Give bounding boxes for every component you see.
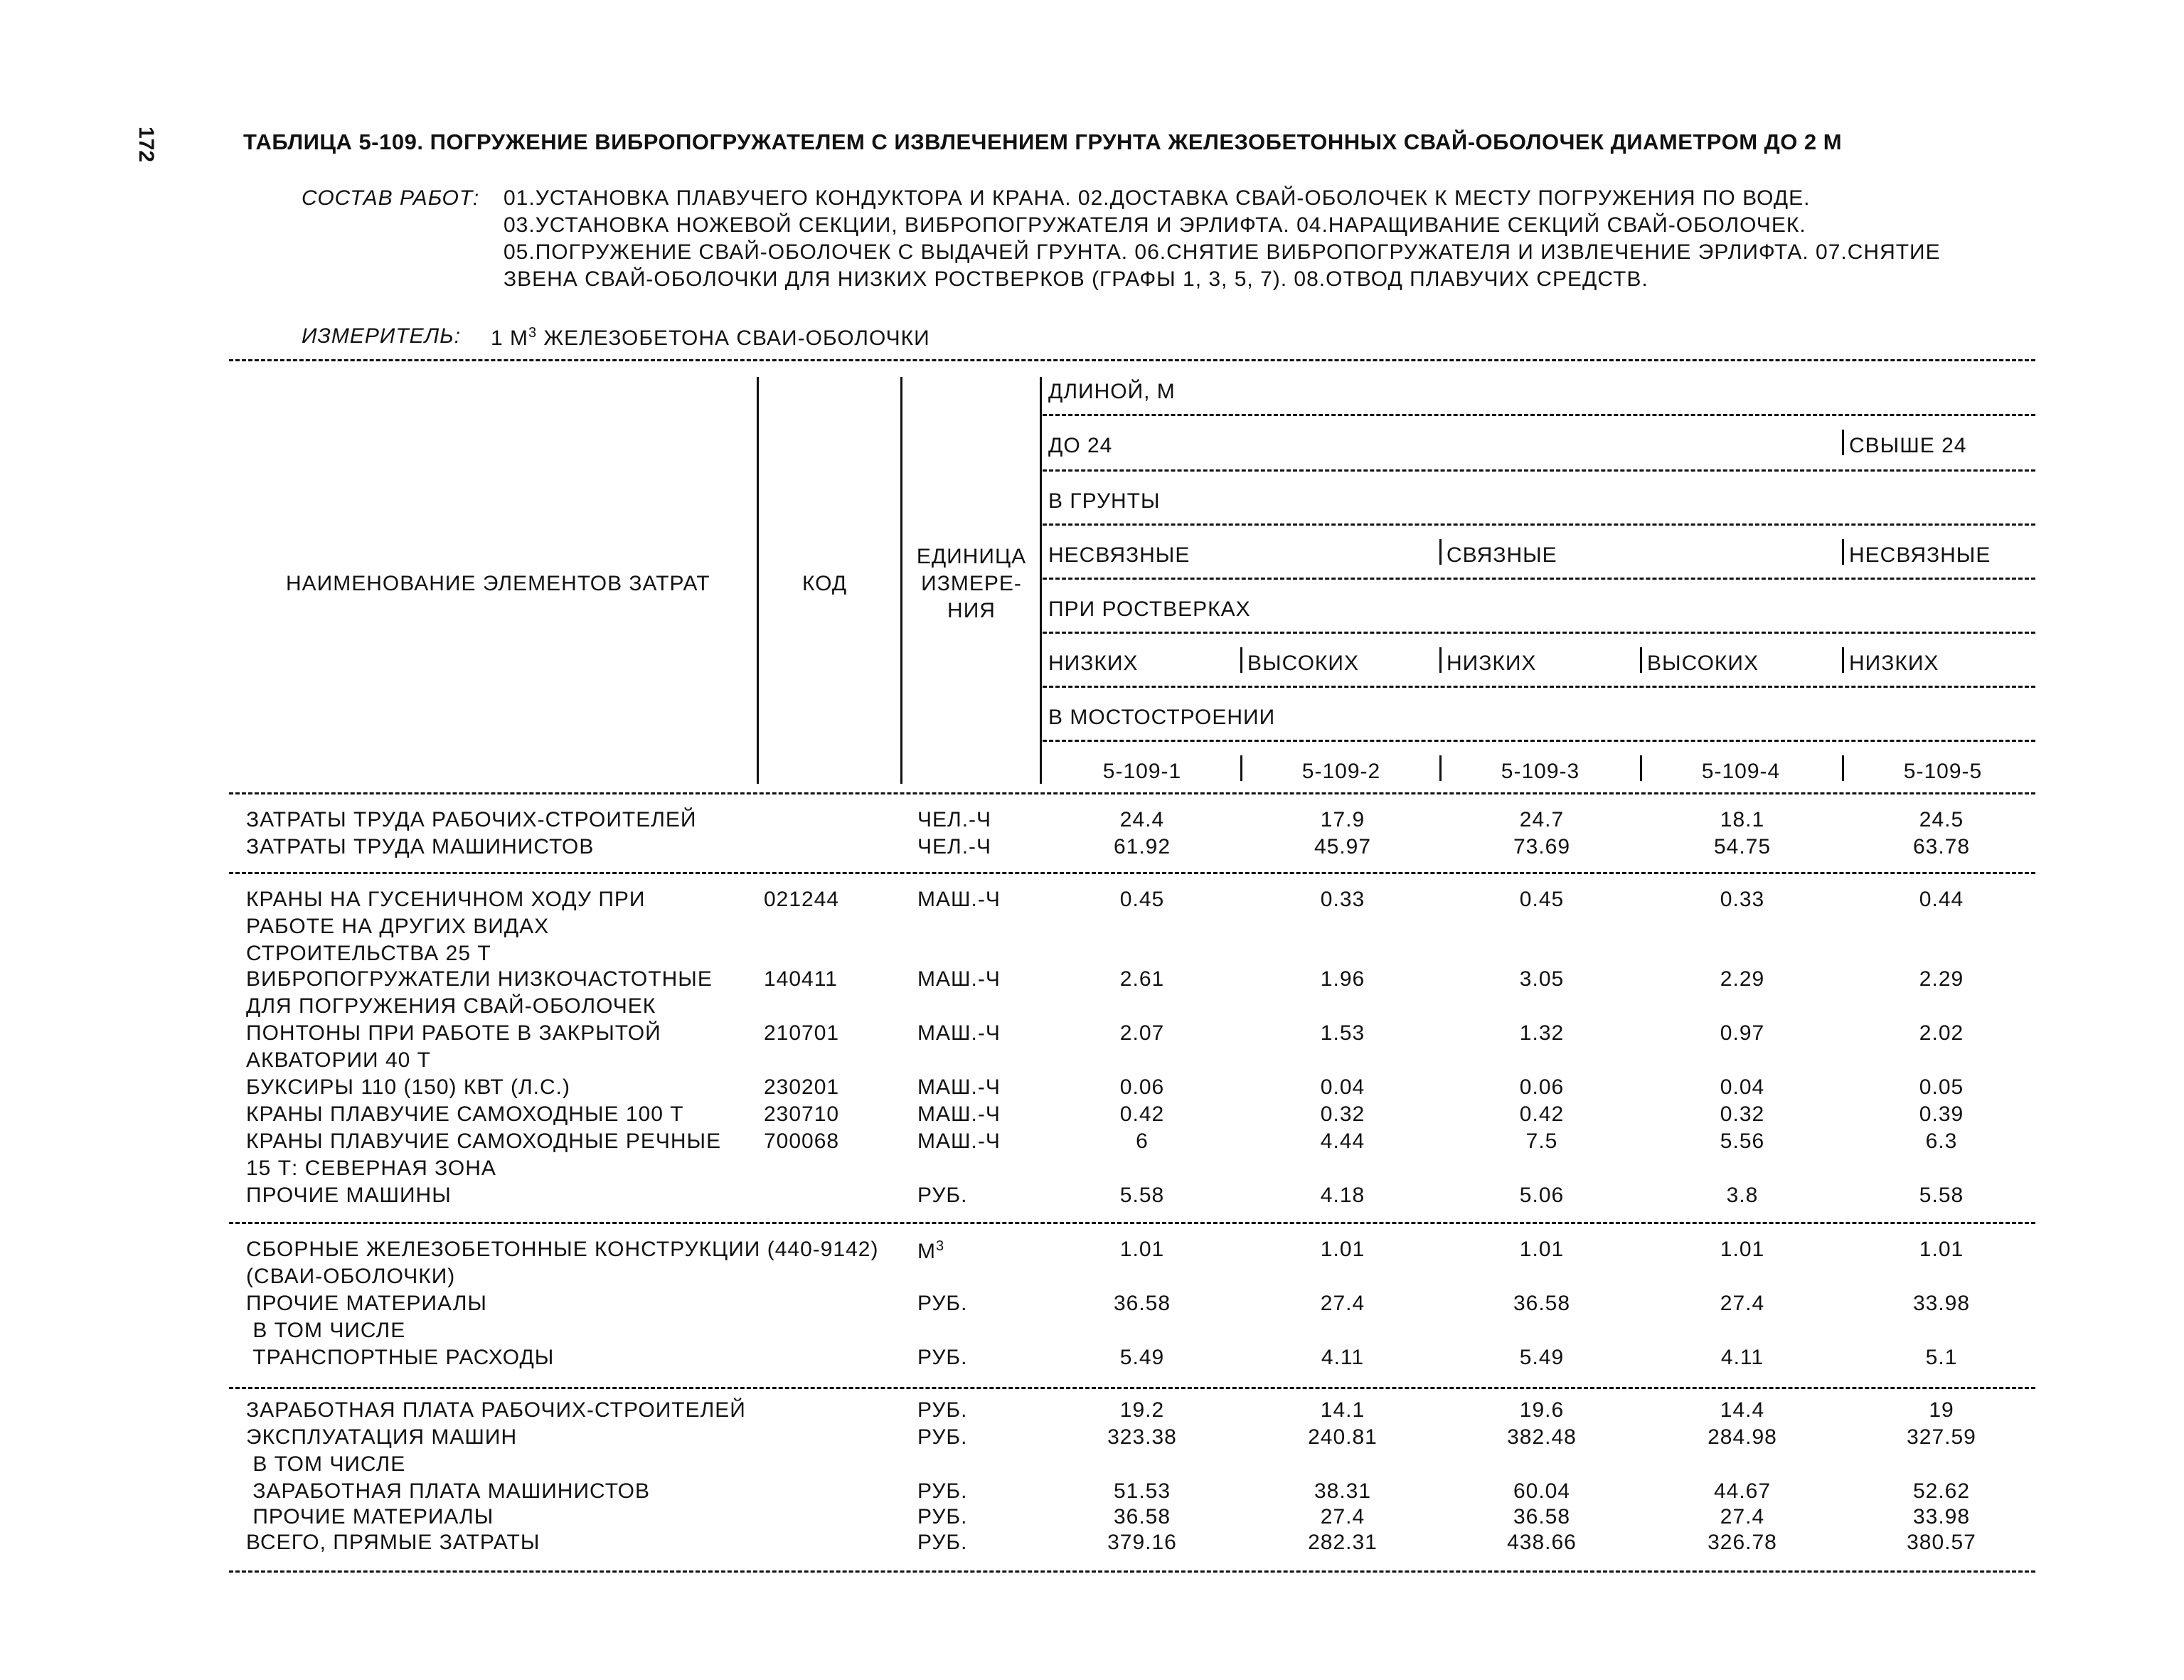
row-code: 021244	[764, 888, 840, 911]
work-line: 03.УСТАНОВКА НОЖЕВОЙ СЕКЦИИ, ВИБРОПОГРУЖАТЕЛЯ И ЭРЛИФТА. 04.НАРАЩИВАНИЕ СЕКЦИЙ СВАЙ-ОБОЛОЧЕК.	[504, 213, 1806, 237]
row-value: 326.78	[1708, 1531, 1777, 1554]
row-value: 5.49	[1519, 1346, 1565, 1369]
row-unit: РУБ.	[917, 1505, 968, 1529]
header-bridge: В МОСТОСТРОЕНИИ	[1048, 706, 1276, 729]
work-label: СОСТАВ РАБОТ:	[302, 186, 480, 210]
header-divider	[1240, 755, 1242, 781]
row-name: АКВАТОРИИ 40 Т	[246, 1048, 431, 1072]
header-name: НАИМЕНОВАНИЕ ЭЛЕМЕНТОВ ЗАТРАТ	[286, 572, 710, 595]
row-value: 0.45	[1519, 888, 1565, 911]
header-high: ВЫСОКИХ	[1647, 652, 1759, 675]
row-value: 379.16	[1107, 1531, 1177, 1554]
row-value: 33.98	[1912, 1505, 1971, 1529]
row-value: 5.06	[1519, 1184, 1565, 1207]
row-value: 38.31	[1314, 1479, 1372, 1503]
row-value: 284.98	[1708, 1425, 1777, 1449]
rule-top	[229, 359, 2035, 361]
row-name: ТРАНСПОРТНЫЕ РАСХОДЫ	[246, 1346, 555, 1369]
row-name: СБОРНЫЕ ЖЕЛЕЗОБЕТОННЫЕ КОНСТРУКЦИИ (440-9142)	[246, 1238, 879, 1261]
row-value: 3.05	[1519, 967, 1565, 991]
row-value: 3.8	[1726, 1184, 1759, 1207]
row-value: 61.92	[1113, 835, 1171, 858]
rule-header-bottom	[229, 792, 2035, 794]
rule	[1043, 523, 2035, 526]
row-unit: МАШ.-Ч	[917, 888, 1001, 911]
row-name: РАБОТЕ НА ДРУГИХ ВИДАХ	[246, 915, 550, 938]
row-value: 6	[1136, 1129, 1149, 1153]
row-unit: РУБ.	[917, 1346, 968, 1369]
row-value: 27.4	[1320, 1505, 1365, 1529]
row-value: 2.29	[1919, 967, 1964, 991]
row-name: ЭКСПЛУАТАЦИЯ МАШИН	[246, 1425, 518, 1449]
rule	[1043, 414, 2035, 416]
row-value: 44.67	[1713, 1479, 1772, 1503]
work-line: 05.ПОГРУЖЕНИЕ СВАЙ-ОБОЛОЧЕК С ВЫДАЧЕЙ ГРУНТА. 06.СНЯТИЕ ВИБРОПОГРУЖАТЕЛЯ И ИЗВЛЕЧЕНИЕ ЭРЛИФТА. 07.СНЯТИЕ	[504, 240, 1941, 264]
rule	[1043, 740, 2035, 742]
header-code: КОД	[802, 572, 848, 595]
row-value: 27.4	[1720, 1505, 1765, 1529]
row-value: 2.07	[1119, 1021, 1165, 1045]
column-code: 5-109-2	[1301, 760, 1381, 783]
row-value: 73.69	[1513, 835, 1571, 858]
row-value: 54.75	[1713, 835, 1772, 858]
row-value: 60.04	[1513, 1479, 1571, 1503]
header-divider	[757, 377, 759, 784]
row-name: ПОНТОНЫ ПРИ РАБОТЕ В ЗАКРЫТОЙ	[246, 1021, 661, 1045]
header-divider	[1842, 647, 1844, 673]
row-name: (СВАИ-ОБОЛОЧКИ)	[246, 1265, 456, 1288]
header-divider	[1842, 539, 1844, 565]
header-unit: НИЯ	[947, 599, 996, 622]
row-value: 5.49	[1119, 1346, 1165, 1369]
row-code: 230201	[764, 1075, 840, 1099]
row-value: 63.78	[1912, 835, 1971, 858]
row-name: ЗАТРАТЫ ТРУДА МАШИНИСТОВ	[246, 835, 595, 858]
row-value: 33.98	[1912, 1292, 1971, 1315]
row-code: 140411	[764, 967, 838, 991]
header-length: ДЛИНОЙ, М	[1048, 380, 1176, 403]
header-divider	[1842, 755, 1844, 781]
row-value: 1.96	[1320, 967, 1365, 991]
row-value: 51.53	[1113, 1479, 1171, 1503]
meter-value: 1 $М^3$ ЖЕЛЕЗОБЕТОНА СВАИ-ОБОЛОЧКИ	[491, 325, 930, 350]
header-unit: ИЗМЕРЕ-	[921, 572, 1022, 595]
row-value: 7.5	[1525, 1129, 1558, 1153]
row-value: 27.4	[1320, 1292, 1365, 1315]
header-divider	[900, 377, 902, 784]
header-divider	[1240, 647, 1242, 673]
row-value: 0.04	[1720, 1075, 1765, 1099]
row-value: 5.1	[1925, 1346, 1958, 1369]
row-unit: РУБ.	[917, 1184, 968, 1207]
work-line: ЗВЕНА СВАЙ-ОБОЛОЧКИ ДЛЯ НИЗКИХ РОСТВЕРКОВ (ГРАФЫ 1, 3, 5, 7). 08.ОТВОД ПЛАВУЧИХ СРЕДСТВ.	[504, 267, 1648, 291]
header-divider	[1439, 755, 1442, 781]
row-code: 230710	[764, 1102, 840, 1126]
rule-section	[229, 1222, 2035, 1224]
row-value: 27.4	[1720, 1292, 1765, 1315]
header-divider	[1842, 430, 1844, 455]
header-over24: СВЫШЕ 24	[1849, 434, 1967, 457]
header-noncohesive: НЕСВЯЗНЫЕ	[1048, 543, 1190, 567]
row-value: 19.2	[1119, 1398, 1165, 1422]
header-soils: В ГРУНТЫ	[1048, 489, 1161, 513]
row-value: 4.11	[1321, 1346, 1365, 1369]
header-unit: ЕДИНИЦА	[916, 545, 1027, 568]
row-value: 1.01	[1720, 1238, 1765, 1261]
rule	[1043, 632, 2035, 634]
header-low: НИЗКИХ	[1447, 652, 1537, 675]
row-value: 0.97	[1720, 1021, 1765, 1045]
row-value: 36.58	[1113, 1292, 1171, 1315]
header-divider	[1640, 755, 1642, 781]
row-value: 24.4	[1119, 808, 1165, 831]
header-low: НИЗКИХ	[1048, 652, 1139, 675]
row-name: 15 Т: СЕВЕРНАЯ ЗОНА	[246, 1157, 496, 1180]
header-divider	[1040, 377, 1042, 784]
row-value: 19	[1929, 1398, 1954, 1422]
row-value: 36.58	[1113, 1505, 1171, 1529]
header-upto24: ДО 24	[1048, 434, 1113, 457]
row-name: КРАНЫ ПЛАВУЧИЕ САМОХОДНЫЕ 100 Т	[246, 1102, 684, 1126]
row-value: 14.1	[1320, 1398, 1365, 1422]
row-unit: МАШ.-Ч	[917, 1075, 1001, 1099]
row-unit: МАШ.-Ч	[917, 967, 1001, 991]
header-divider	[1640, 647, 1642, 673]
header-divider	[1439, 539, 1442, 565]
row-value: 0.32	[1720, 1102, 1765, 1126]
row-value: 0.05	[1919, 1075, 1964, 1099]
row-name: КРАНЫ НА ГУСЕНИЧНОМ ХОДУ ПРИ	[246, 888, 646, 911]
row-value: 282.31	[1308, 1531, 1378, 1554]
row-value: 1.32	[1519, 1021, 1565, 1045]
row-code: 210701	[764, 1021, 840, 1045]
row-value: 0.06	[1519, 1075, 1565, 1099]
header-cohesive: СВЯЗНЫЕ	[1447, 543, 1557, 567]
row-value: 5.56	[1720, 1129, 1765, 1153]
row-value: 19.6	[1519, 1398, 1565, 1422]
column-code: 5-109-4	[1701, 760, 1781, 783]
row-value: 1.01	[1919, 1238, 1964, 1261]
row-value: 380.57	[1907, 1531, 1976, 1554]
rule-section	[229, 872, 2035, 874]
row-value: 4.18	[1320, 1184, 1365, 1207]
row-value: 5.58	[1919, 1184, 1964, 1207]
row-name: ЗАРАБОТНАЯ ПЛАТА МАШИНИСТОВ	[246, 1479, 651, 1503]
row-name: БУКСИРЫ 110 (150) КВТ (Л.С.)	[246, 1075, 570, 1099]
row-value: 240.81	[1308, 1425, 1378, 1449]
column-code: 5-109-1	[1102, 760, 1182, 783]
row-code: 700068	[764, 1129, 840, 1153]
row-value: 2.61	[1119, 967, 1165, 991]
row-value: 4.11	[1720, 1346, 1764, 1369]
page-number: 172	[134, 127, 158, 163]
header-divider	[1439, 647, 1442, 673]
row-name: ПРОЧИЕ МАШИНЫ	[246, 1184, 452, 1207]
row-value: 0.39	[1919, 1102, 1964, 1126]
row-value: 36.58	[1513, 1505, 1571, 1529]
work-line: 01.УСТАНОВКА ПЛАВУЧЕГО КОНДУКТОРА И КРАНА. 02.ДОСТАВКА СВАЙ-ОБОЛОЧЕК К МЕСТУ ПОГРУЖЕНИЯ ПО ВОДЕ.	[504, 186, 1811, 210]
row-value: 4.44	[1320, 1129, 1365, 1153]
row-unit: МАШ.-Ч	[917, 1021, 1001, 1045]
row-value: 327.59	[1907, 1425, 1976, 1449]
row-unit: РУБ.	[917, 1292, 968, 1315]
header-low: НИЗКИХ	[1849, 652, 1939, 675]
row-unit: РУБ.	[917, 1479, 968, 1503]
row-value: 0.33	[1720, 888, 1765, 911]
column-code: 5-109-3	[1501, 760, 1580, 783]
row-value: 0.45	[1119, 888, 1165, 911]
table-title: ТАБЛИЦА 5-109. ПОГРУЖЕНИЕ ВИБРОПОГРУЖАТЕЛЕМ С ИЗВЛЕЧЕНИЕМ ГРУНТА ЖЕЛЕЗОБЕТОННЫХ СВАЙ-ОБОЛОЧЕК ДИАМЕТРОМ ДО 2 М	[243, 129, 1843, 154]
row-name: ЗАТРАТЫ ТРУДА РАБОЧИХ-СТРОИТЕЛЕЙ	[246, 808, 697, 831]
row-value: 45.97	[1314, 835, 1372, 858]
row-value: 0.44	[1919, 888, 1964, 911]
row-value: 24.5	[1919, 808, 1964, 831]
row-name: КРАНЫ ПЛАВУЧИЕ САМОХОДНЫЕ РЕЧНЫЕ	[246, 1129, 722, 1153]
row-value: 1.01	[1320, 1238, 1365, 1261]
row-value: 24.7	[1519, 808, 1565, 831]
row-name: ДЛЯ ПОГРУЖЕНИЯ СВАЙ-ОБОЛОЧЕК	[246, 994, 656, 1018]
rule-section	[229, 1387, 2035, 1389]
header-grillage: ПРИ РОСТВЕРКАХ	[1048, 597, 1251, 621]
row-name: ВИБРОПОГРУЖАТЕЛИ НИЗКОЧАСТОТНЫЕ	[246, 967, 713, 991]
row-unit: МАШ.-Ч	[917, 1129, 1001, 1153]
row-value: 14.4	[1720, 1398, 1765, 1422]
row-name: ВСЕГО, ПРЯМЫЕ ЗАТРАТЫ	[246, 1531, 540, 1554]
rule	[1043, 578, 2035, 580]
row-unit: МАШ.-Ч	[917, 1102, 1001, 1126]
row-unit: ЧЕЛ.-Ч	[917, 835, 992, 858]
row-value: 0.42	[1519, 1102, 1565, 1126]
row-value: 1.01	[1119, 1238, 1165, 1261]
row-value: 382.48	[1507, 1425, 1577, 1449]
row-unit: РУБ.	[917, 1398, 968, 1422]
row-value: 52.62	[1912, 1479, 1971, 1503]
rule-bottom	[229, 1570, 2035, 1573]
row-value: 0.33	[1320, 888, 1365, 911]
row-name: СТРОИТЕЛЬСТВА 25 Т	[246, 942, 491, 965]
row-value: 0.42	[1119, 1102, 1165, 1126]
row-name: В ТОМ ЧИСЛЕ	[246, 1319, 406, 1342]
row-value: 36.58	[1513, 1292, 1571, 1315]
row-name: В ТОМ ЧИСЛЕ	[246, 1452, 406, 1476]
row-unit: $М^3$	[917, 1238, 945, 1263]
row-name: ПРОЧИЕ МАТЕРИАЛЫ	[246, 1505, 494, 1529]
row-value: 0.04	[1320, 1075, 1365, 1099]
row-unit: РУБ.	[917, 1531, 968, 1554]
row-value: 6.3	[1925, 1129, 1958, 1153]
row-value: 323.38	[1107, 1425, 1177, 1449]
row-value: 1.01	[1519, 1238, 1565, 1261]
row-value: 17.9	[1320, 808, 1365, 831]
row-value: 2.02	[1919, 1021, 1964, 1045]
header-high: ВЫСОКИХ	[1247, 652, 1359, 675]
row-name: ПРОЧИЕ МАТЕРИАЛЫ	[246, 1292, 487, 1315]
header-noncohesive-2: НЕСВЯЗНЫЕ	[1849, 543, 1991, 567]
column-code: 5-109-5	[1903, 760, 1983, 783]
rule	[1043, 469, 2035, 472]
row-value: 438.66	[1507, 1531, 1577, 1554]
row-unit: РУБ.	[917, 1425, 968, 1449]
row-value: 5.58	[1119, 1184, 1165, 1207]
row-value: 18.1	[1720, 808, 1765, 831]
row-value: 1.53	[1320, 1021, 1365, 1045]
row-value: 2.29	[1720, 967, 1765, 991]
meter-label: ИЗМЕРИТЕЛЬ:	[302, 324, 462, 348]
row-value: 0.06	[1119, 1075, 1165, 1099]
rule	[1043, 686, 2035, 688]
row-name: ЗАРАБОТНАЯ ПЛАТА РАБОЧИХ-СТРОИТЕЛЕЙ	[246, 1398, 746, 1422]
row-value: 0.32	[1320, 1102, 1365, 1126]
row-unit: ЧЕЛ.-Ч	[917, 808, 992, 831]
